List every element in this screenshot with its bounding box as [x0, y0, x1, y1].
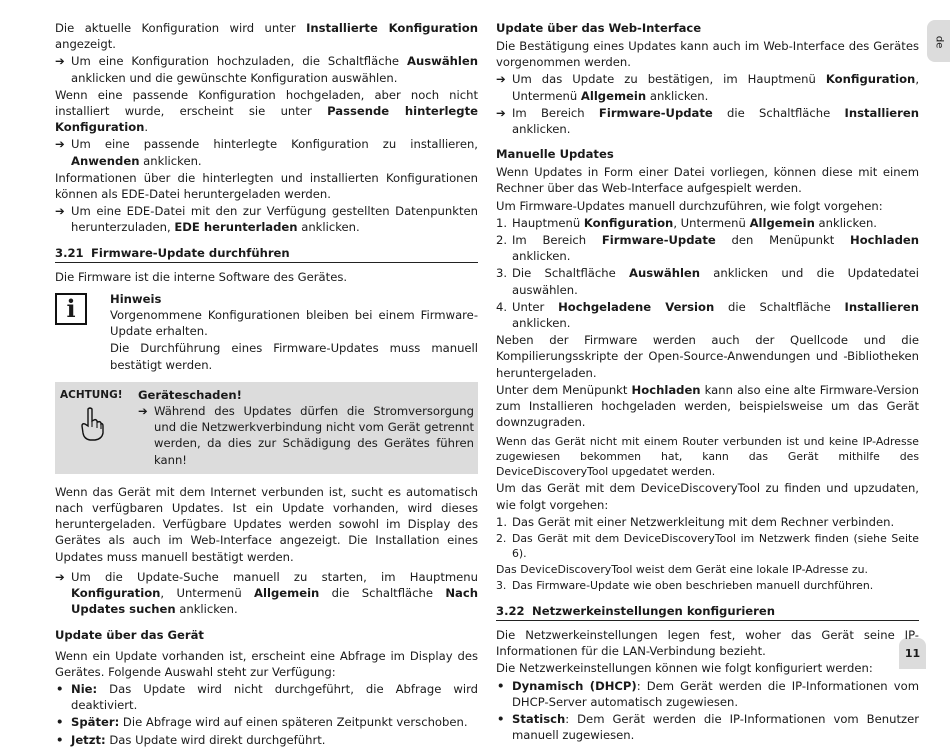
web-update-text: Die Bestätigung eines Updates kann auch im Web-Interface des Gerätes vorgenommen werden. [496, 39, 919, 70]
section-heading-3-22: 3.22 Netzwerkeinstellungen konfigurieren [496, 603, 919, 621]
auto-update-text: Wenn das Gerät mit dem Internet verbunden ist, sucht es automatisch nach verfügbaren Updates. Ist ein Update vorhanden, wird dieses heruntergeladen. Verfügbare Updates werden sowohl im Display des Gerätes als auch im Web-Interface angezeigt. Die Installation eines Updates muss manuell bestätigt werden. [55, 484, 478, 564]
list-item: • Jetzt: Das Update wird direkt durchgeführt. [56, 732, 326, 747]
heading-update-web: Update über das Web-Interface [496, 21, 702, 35]
list-item: 2. Im Bereich Firmware-Update den Menüpunkt Hochladen anklicken. [496, 233, 920, 264]
list-item: • Später: Die Abfrage wird auf einen späteren Zeitpunkt verschoben. [56, 715, 468, 730]
hint-title: Hinweis [110, 291, 162, 306]
list-item: 1. Das Gerät mit einer Netzwerkleitung mit dem Rechner verbinden. [496, 514, 895, 529]
list-item: 2. Das Gerät mit dem DeviceDiscoveryTool im Netzwerk finden (siehe Seite 6). [496, 532, 919, 561]
source-code-text: Neben der Firmware werden auch der Quellcode und die Kompilierungsskripte der Open-Source-Anwendungen und -Bibliotheken heruntergeladen. [496, 333, 919, 380]
list-item: 4. Unter Hochgeladene Version die Schaltfläche Installieren anklicken. [496, 299, 919, 331]
arrow-right-icon: ➔ [138, 404, 148, 419]
hint-text-2: Die Durchführung eines Firmware-Updates muss manuell bestätigt werden. [110, 341, 478, 372]
arrow-right-icon: ➔ [55, 54, 65, 69]
matching-config-text: Wenn eine passende Konfiguration hochgeladen, aber noch nicht installiert wurde, erscheint sie unter Passende hinterlegte Konfiguration. [55, 87, 479, 135]
manual-update-steps [496, 215, 919, 331]
page-number: 11 [899, 638, 926, 669]
manual-update-text: Wenn Updates in Form einer Datei vorliegen, können diese mit einem Rechner über das Web-Interface aufgespielt werden. [496, 165, 919, 196]
device-options-list [55, 681, 478, 748]
list-item: 1. Hauptmenü Konfiguration, Untermenü Allgemein anklicken. [496, 215, 877, 230]
network-options-list [496, 678, 919, 744]
warning-text: ➔ Während des Updates dürfen die Stromversorgung und die Netzwerkverbindung nicht vom Gerät getrennt werden, da dies zur Schädigung des Gerätes führen kann! [138, 404, 474, 467]
language-tab-label: de [933, 35, 945, 49]
install-update-step: ➔ Im Bereich Firmware-Update die Schaltfläche Installieren anklicken. [496, 105, 919, 137]
warning-box [55, 382, 478, 474]
warning-label: ACHTUNG! [60, 388, 123, 401]
arrow-right-icon: ➔ [496, 72, 506, 87]
arrow-right-icon: ➔ [55, 204, 65, 219]
network-config-intro: Die Netzwerkeinstellungen können wie folgt konfiguriert werden: [496, 661, 873, 676]
list-item: 3. Die Schaltfläche Auswählen anklicken und die Updatedatei auswählen. [496, 266, 919, 297]
ddt-ip-text: Das DeviceDiscoveryTool weist dem Gerät eine lokale IP-Adresse zu. [496, 563, 868, 577]
upload-config-step: ➔ Um eine Konfiguration hochzuladen, die Schaltfläche Auswählen anklicken und die gewünschte Konfiguration auswählen. [55, 54, 478, 85]
apply-config-step: ➔ Um eine passende hinterlegte Konfiguration zu installieren, Anwenden anklicken. [55, 137, 478, 168]
info-icon: i [55, 293, 87, 325]
section-heading-3-21: 3.21 Firmware-Update durchführen [55, 245, 478, 263]
list-item: • Nie: Das Update wird nicht durchgeführt, die Abfrage wird deaktiviert. [56, 681, 478, 713]
language-tab [927, 20, 950, 62]
arrow-right-icon: ➔ [55, 137, 65, 152]
warning-title: Geräteschaden! [138, 387, 242, 402]
hint-text-1: Vorgenommene Konfigurationen bleiben bei einem Firmware-Update erhalten. [110, 308, 478, 339]
left-column [55, 20, 478, 749]
firmware-intro: Die Firmware ist die interne Software des Gerätes. [55, 269, 348, 284]
list-item: 3. Das Firmware-Update wie oben beschrieben manuell durchführen. [496, 579, 874, 593]
manual-search-step: ➔ Um die Update-Suche manuell zu starten, im Hauptmenu Konfiguration, Untermenü Allgemein die Schaltfläche Nach Updates suchen anklicken. [55, 569, 478, 617]
ddt-intro: Um das Gerät mit dem DeviceDiscoveryTool zu finden und upzudaten, wie folgt vorgehen: [496, 481, 919, 512]
heading-manual-updates: Manuelle Updates [496, 147, 614, 162]
ddt-steps-continued [496, 578, 919, 593]
list-item: • Statisch: Dem Gerät werden die IP-Informationen vom Benutzer manuell zugewiesen. [497, 712, 919, 743]
arrow-right-icon: ➔ [496, 105, 506, 120]
ede-download-step: ➔ Um eine EDE-Datei mit den zur Verfügung gestellten Datenpunkten herunterzuladen, EDE herunterladen anklicken. [55, 204, 478, 235]
heading-update-device: Update über das Gerät [55, 627, 204, 642]
pointing-hand-icon [79, 407, 105, 441]
device-update-text: Wenn ein Update vorhanden ist, erscheint eine Abfrage im Display des Gerätes. Folgende Auswahl steht zur Verfügung: [55, 648, 478, 679]
arrow-right-icon: ➔ [55, 569, 65, 584]
confirm-update-step: ➔ Um das Update zu bestätigen, im Hauptmenü Konfiguration, Untermenü Allgemein anklicken. [496, 72, 919, 103]
list-item: • Dynamisch (DHCP): Dem Gerät werden die IP-Informationen vom DHCP-Server automatisch zugewiesen. [497, 678, 919, 709]
config-installed-text: Die aktuelle Konfiguration wird unter Installierte Konfiguration angezeigt. [55, 21, 479, 52]
downgrade-text: Unter dem Menüpunkt Hochladen kann also eine alte Firmware-Version zum Installieren hochgeladen werden, beispielsweise um das Gerät downzugraden. [496, 382, 919, 430]
network-intro: Die Netzwerkeinstellungen legen fest, woher das Gerät seine IP-Informationen für die LAN-Verbindung bezieht. [496, 628, 919, 659]
ddt-steps [496, 514, 919, 561]
hint-box [55, 291, 478, 373]
ede-info-text: Informationen über die hinterlegten und installierten Konfigurationen können als EDE-Datei heruntergeladen werden. [55, 170, 478, 202]
manual-update-intro: Um Firmware-Updates manuell durchzuführen, wie folgt vorgehen: [496, 198, 883, 213]
right-column [496, 20, 919, 745]
warning-body [138, 387, 474, 468]
no-router-text: Wenn das Gerät nicht mit einem Router verbunden ist und keine IP-Adresse zugewiesen bekommen hat, kann das Gerät mithilfe des DeviceDiscoveryTool upgedatet werden. [496, 435, 919, 479]
